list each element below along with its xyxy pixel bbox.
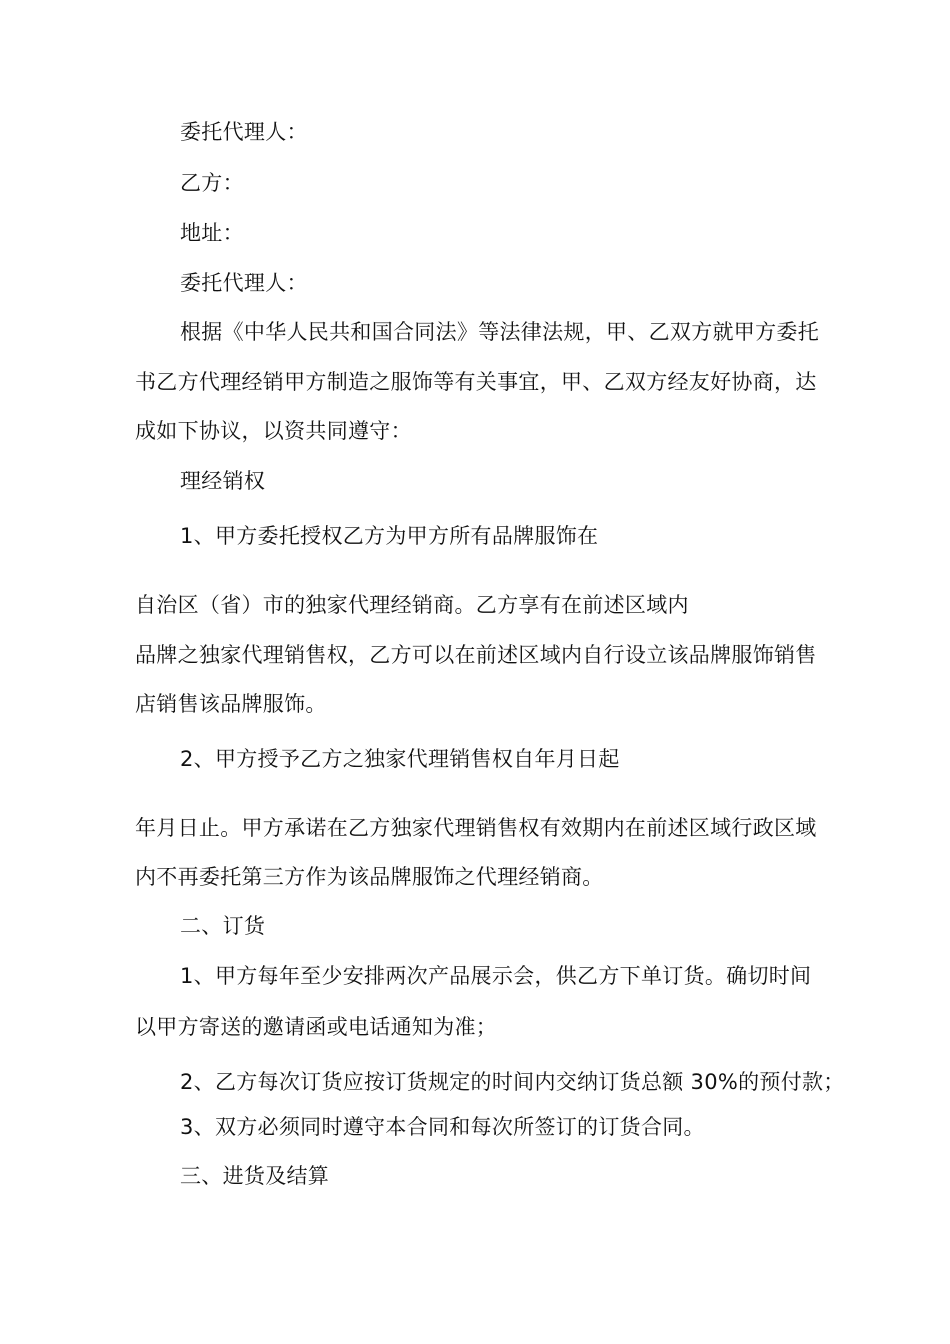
text-line: 自治区（省）市的独家代理经销商。乙方享有在前述区域内 <box>135 593 689 617</box>
text-line: 1、甲方每年至少安排两次产品展示会，供乙方下单订货。确切时间 <box>180 964 812 988</box>
text-line: 成如下协议，以资共同遵守： <box>135 419 412 443</box>
text-line: 品牌之独家代理销售权，乙方可以在前述区域内自行设立该品牌服饰销售 <box>135 643 817 667</box>
text-line: 书乙方代理经销甲方制造之服饰等有关事宜，甲、乙双方经友好协商，达 <box>135 370 817 394</box>
text-line: 2、乙方每次订货应按订货规定的时间内交纳订货总额 30%的预付款； <box>180 1070 845 1094</box>
section-heading: 三、进货及结算 <box>180 1164 330 1188</box>
text-line: 以甲方寄送的邀请函或电话通知为准； <box>135 1015 498 1039</box>
text-line: 地址： <box>180 221 244 245</box>
text-line: 委托代理人： <box>180 120 308 144</box>
text-line: 委托代理人： <box>180 271 308 295</box>
text-line: 年月日止。甲方承诺在乙方独家代理销售权有效期内在前述区域行政区域 <box>135 816 817 840</box>
text-line: 店销售该品牌服饰。 <box>135 692 327 716</box>
text-line: 1、甲方委托授权乙方为甲方所有品牌服饰在 <box>180 524 599 548</box>
text-line: 内不再委托第三方作为该品牌服饰之代理经销商。 <box>135 865 604 889</box>
text-line: 3、双方必须同时遵守本合同和每次所签订的订货合同。 <box>180 1115 705 1139</box>
text-line: 乙方： <box>180 171 244 195</box>
section-heading: 二、订货 <box>180 914 266 938</box>
text-line: 根据《中华人民共和国合同法》等法律法规，甲、乙双方就甲方委托 <box>180 320 819 344</box>
text-line: 2、甲方授予乙方之独家代理销售权自年月日起 <box>180 747 620 771</box>
section-heading: 理经销权 <box>180 469 266 493</box>
